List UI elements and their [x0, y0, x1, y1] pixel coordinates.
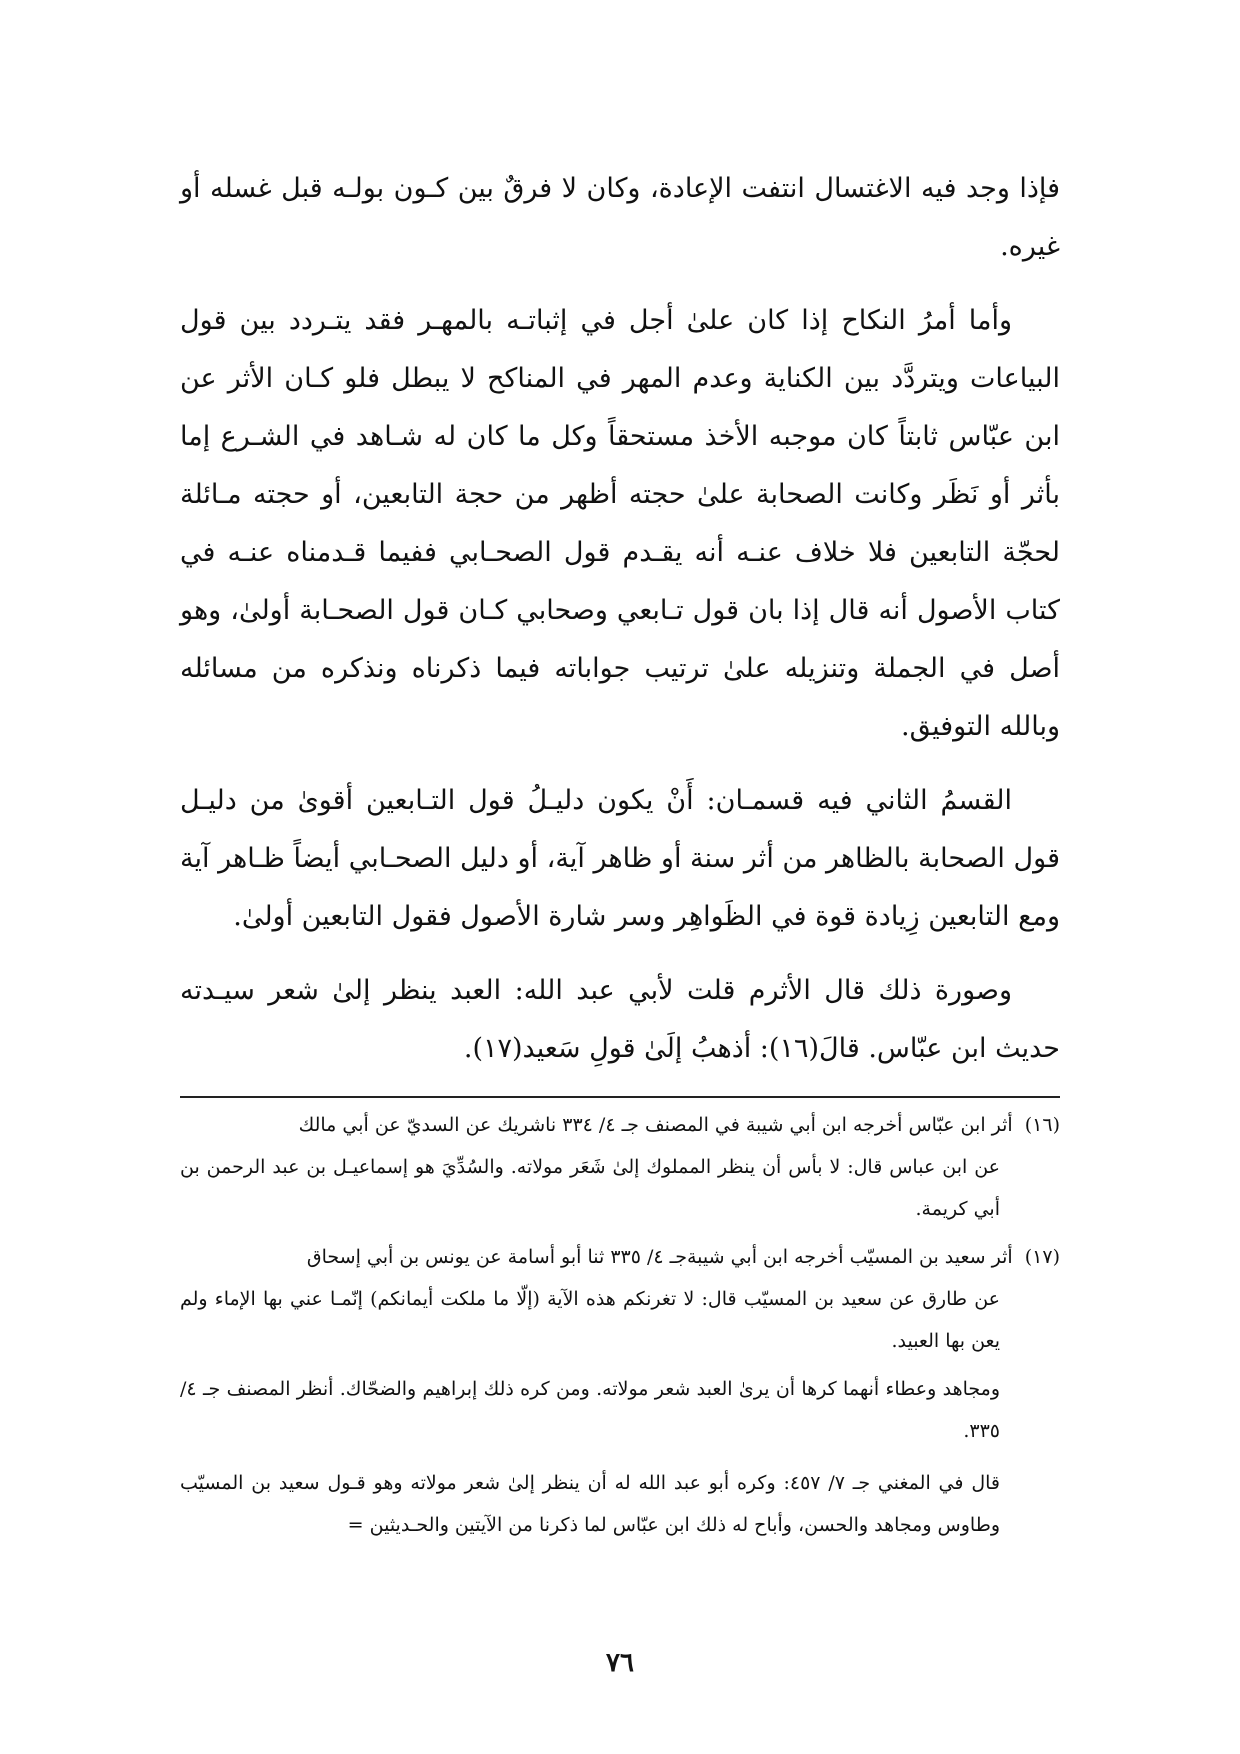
paragraph-4: وصورة ذلك قال الأثرم قلت لأبي عبد الله: العبد ينظر إلىٰ شعر سيـدته حديث ابن عبّاس. قالَ(١٦): أذهبُ إلَىٰ قولِ سَعيد(١٧).: [180, 975, 1060, 1064]
footnote-17-first-line: أثر سعيد بن المسيّب أخرجه ابن أبي شيبةجـ ٤/ ٣٣٥ ثنا أبو أسامة عن يونس بن أبي إسحاق: [306, 1246, 1013, 1268]
footnotes: [180, 1104, 1060, 1556]
paragraph-2: وأما أمرُ النكاح إذا كان علىٰ أجل في إثباتـه بالمهـر فقد يتـردد بين قول البياعات ويتردَّد بين الكناية وعدم المهر في المناكح لا يبطل فلو كـان الأثر عن ابن عبّاس ثابتاً كان موجبه الأخذ مستحقاً وكل ما كان له شـاهد في الشـرع إما بأثر أو نَظَر وكانت الصحابة علىٰ حجته أظهر من حجة التابعين، أو حجته مـائلة لحجّة التابعين فلا خلاف عنـه أنه يقـدم قول الصحـابي ففيما قـدمناه عنـه في كتاب الأصول أنه قال إذا بان قول تـابعي وصحابي كـان قول الصحـابة أولىٰ، وهو أصل في الجملة وتنزيله علىٰ ترتيب جواباته فيما ذكرناه ونذكره من مسائله وبالله التوفيق.: [180, 305, 1060, 742]
footnote-17-continuation: عن طارق عن سعيد بن المسيّب قال: لا تغرنكم هذه الآية (إلّا ما ملكت أيمانكم) إنّمـا عني بها الإماء ولم يعن بها العبيد.: [180, 1288, 1000, 1352]
footnote-16-number: (١٦): [1024, 1114, 1060, 1136]
footnote-16-first-line: أثر ابن عبّاس أخرجه ابن أبي شيبة في المصنف جـ ٤/ ٣٣٤ ناشريك عن السديّ عن أبي مالك: [298, 1114, 1013, 1136]
footnote-16: [180, 1104, 1060, 1230]
paragraph-3: القسمُ الثاني فيه قسمـان: أَنْ يكون دليـلُ قول التـابعين أقوىٰ من دليـل قول الصحابة بالظاهر من أثر سنة أو ظاهر آية، أو دليل الصحـابي أيضاً ظـاهر آية ومع التابعين زِيادة قوة في الظَواهِر وسر شارة الأصول فقول التابعين أولىٰ.: [180, 785, 1060, 932]
footnote-16-continuation: عن ابن عباس قال: لا بأس أن ينظر المملوك إلىٰ شَعَر مولاته. والسُدِّيَ هو إسماعيـل بن عبد الرحمن بن أبي كريمة.: [180, 1156, 1000, 1220]
page-number: ٧٦: [606, 1648, 634, 1678]
footnote-17-number: (١٧): [1024, 1246, 1060, 1268]
footnote-17: [180, 1236, 1060, 1362]
footnote-separator: [180, 1096, 1060, 1098]
paragraph-1: فإذا وجد فيه الاغتسال انتفت الإعادة، وكان لا فرقٌ بين كـون بولـه قبل غسله أو غيره.: [180, 173, 1060, 262]
footnote-extra-1: ومجاهد وعطاء أنهما كرها أن يرىٰ العبد شعر مولاته. ومن كره ذلك إبراهيم والضحّاك. أنظر المصنف جـ ٤/ ٣٣٥.: [180, 1378, 1000, 1442]
main-text: [180, 160, 1060, 1094]
footnote-extra-2: قال في المغني جـ ٧/ ٤٥٧: وكره أبو عبد الله له أن ينظر إلىٰ شعر مولاته وهو قـول سعيد بن المسيّب وطاوس ومجاهد والحسن، وأباح له ذلك ابن عبّاس لما ذكرنا من الآيتين والحـديثين =: [180, 1472, 1000, 1536]
